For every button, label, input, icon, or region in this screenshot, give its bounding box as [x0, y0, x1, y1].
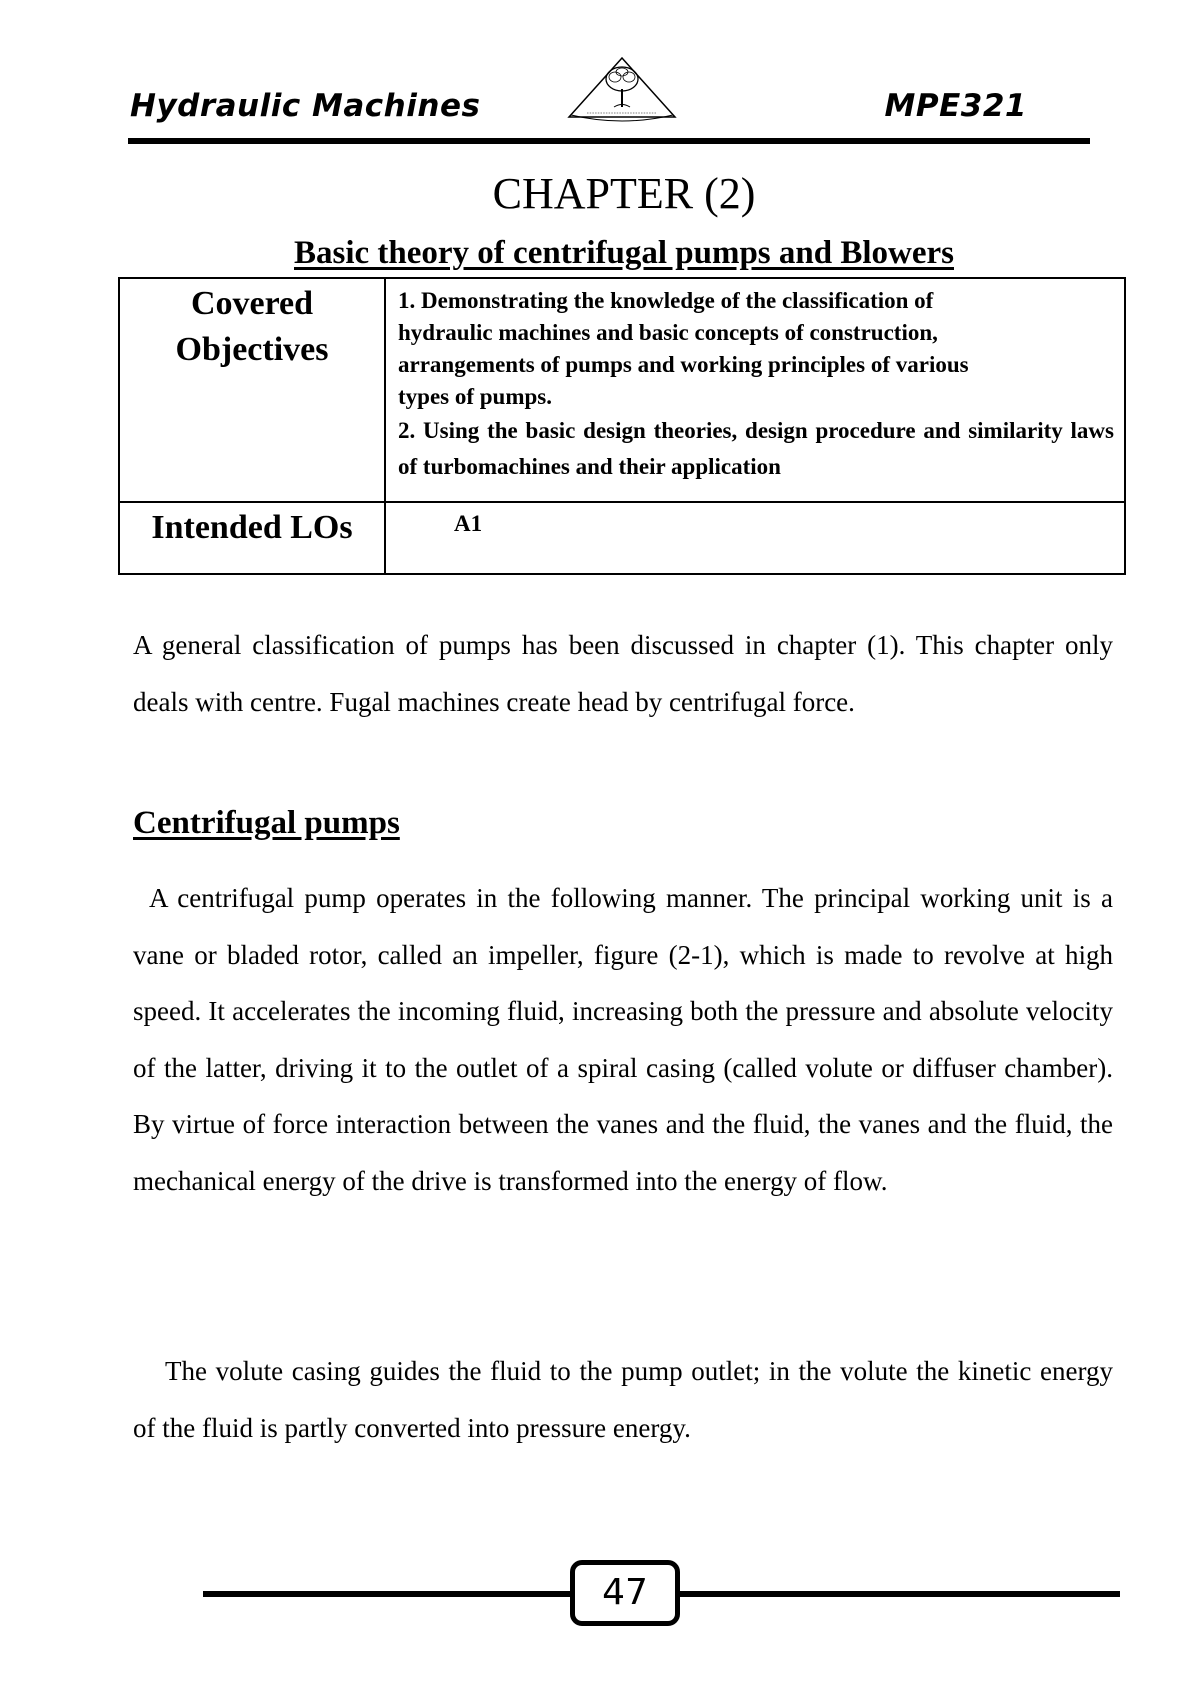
footer-rule-right — [678, 1591, 1120, 1597]
intended-los-value: A1 — [385, 502, 1125, 574]
page-number: 47 — [570, 1560, 680, 1626]
header-course-title: Hydraulic Machines — [130, 88, 481, 124]
table-row — [119, 278, 1125, 502]
objectives-table — [118, 277, 1126, 575]
objective-1-line: types of pumps. — [398, 384, 553, 409]
chapter-title: CHAPTER (2) — [492, 169, 756, 218]
chapter-subtitle: Basic theory of centrifugal pumps and Blowers — [294, 235, 954, 271]
covered-objectives-label: Covered Objectives — [119, 278, 385, 502]
tree-emblem-icon — [565, 55, 680, 125]
objective-2: 2. Using the basic design theories, design procedure and similarity laws of turbomachines and their application — [398, 418, 1114, 479]
header-rule — [128, 138, 1090, 144]
intro-paragraph: A general classification of pumps has been discussed in chapter (1). This chapter only deals with centre. Fugal machines create head by centrifugal force. — [133, 630, 1113, 717]
header-course-code: MPE321 — [884, 88, 1027, 124]
covered-objectives-text — [385, 278, 1125, 502]
body-paragraph: The volute casing guides the fluid to the pump outlet; in the volute the kinetic energy of the fluid is partly converted into pressure energy. — [133, 1356, 1113, 1443]
objective-1-line: 1. Demonstrating the knowledge of the classification of — [398, 288, 934, 313]
body-paragraph: A centrifugal pump operates in the following manner. The principal working unit is a vane or bladed rotor, called an impeller, figure (2-1), which is made to revolve at high speed. It accelerates the incoming fluid, increasing both the pressure and absolute velocity of the latter, driving it to the outlet of a spiral casing (called volute or diffuser chamber). By virtue of force interaction between the vanes and the fluid, the vanes and the fluid, the mechanical energy of the drive is transformed into the energy of flow. — [133, 883, 1113, 1196]
section-heading: Centrifugal pumps — [133, 805, 400, 841]
footer-rule-left — [203, 1591, 575, 1597]
objective-1-line: arrangements of pumps and working principles of various — [398, 352, 969, 377]
intended-los-label: Intended LOs — [119, 502, 385, 574]
table-row — [119, 502, 1125, 574]
objective-1-line: hydraulic machines and basic concepts of construction, — [398, 320, 938, 345]
